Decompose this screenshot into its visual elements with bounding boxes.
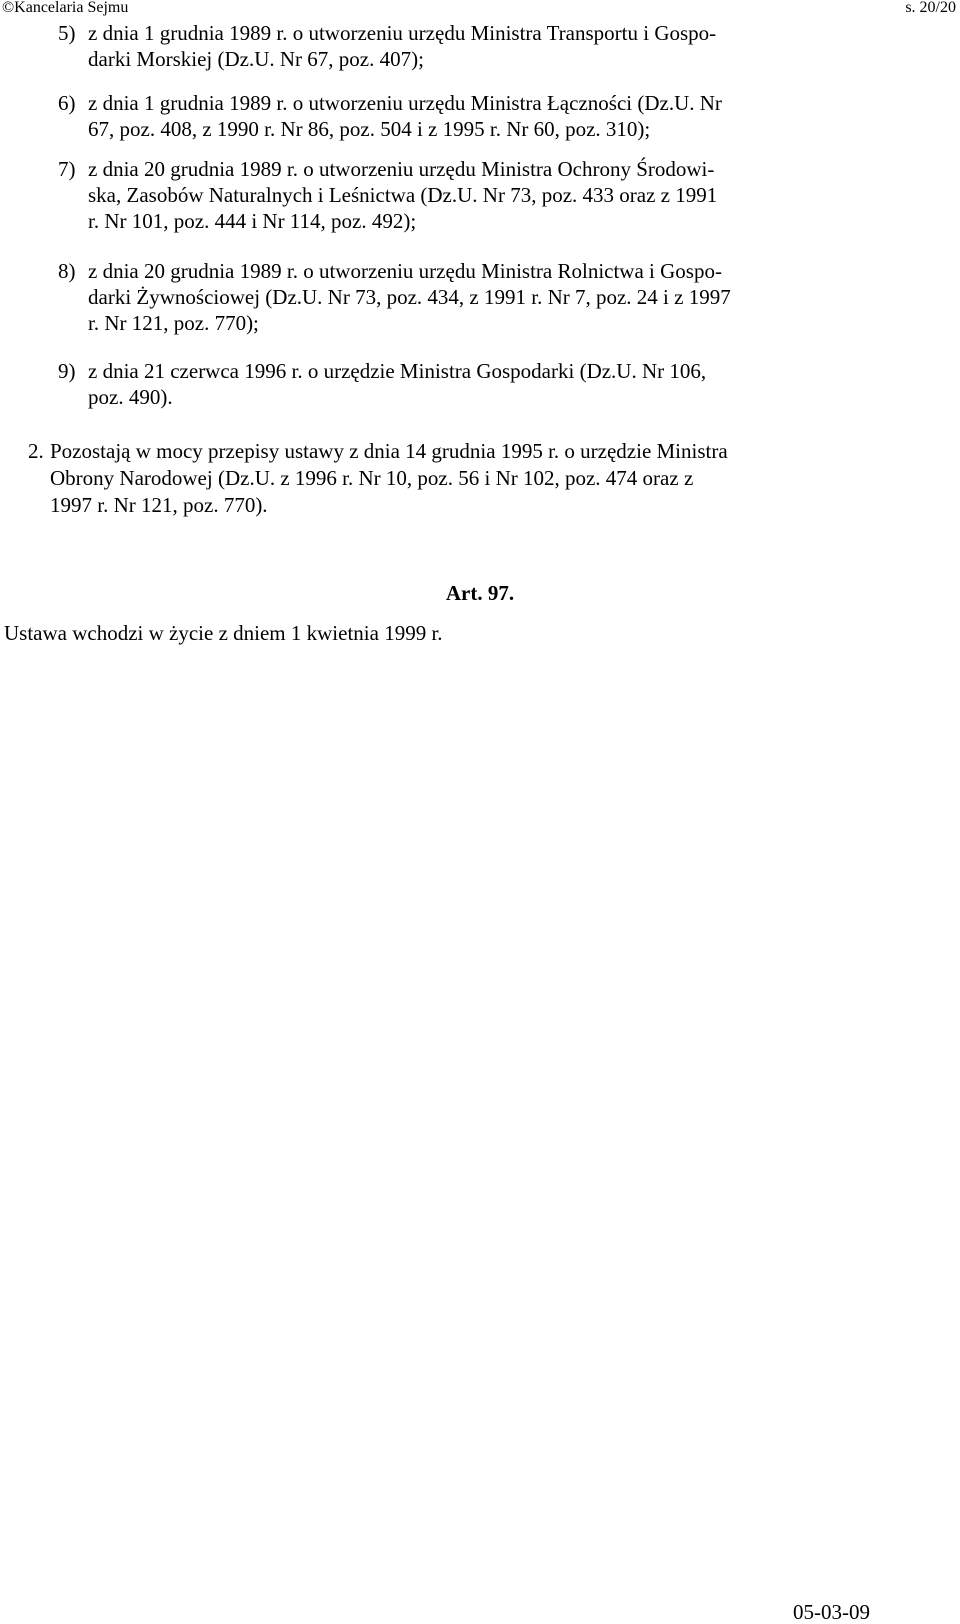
list-item-line: z dnia 20 grudnia 1989 r. o utworzeniu urzędu Ministra Ochrony Środowi-: [88, 157, 715, 181]
list-item-line: z dnia 1 grudnia 1989 r. o utworzeniu urzędu Ministra Transportu i Gospo-: [88, 21, 717, 45]
list-item-line: r. Nr 101, poz. 444 i Nr 114, poz. 492);: [88, 209, 417, 233]
paragraph-text: [50, 438, 880, 519]
list-item-8: [58, 258, 878, 336]
list-item-line: darki Żywnościowej (Dz.U. Nr 73, poz. 434, z 1991 r. Nr 7, poz. 24 i z 1997: [88, 285, 731, 309]
paragraph-line: Pozostają w mocy przepisy ustawy z dnia 14 grudnia 1995 r. o urzędzie Ministra: [50, 439, 728, 463]
paragraph-number: 2.: [28, 439, 44, 463]
list-item-number: 6): [58, 91, 76, 115]
header-publisher: ©Kancelaria Sejmu: [2, 0, 129, 16]
list-item-line: 67, poz. 408, z 1990 r. Nr 86, poz. 504 i z 1995 r. Nr 60, poz. 310);: [88, 117, 651, 141]
list-item-7: [58, 156, 878, 234]
list-item-9: [58, 358, 878, 410]
paragraph-2: [28, 438, 880, 519]
list-item-text: [88, 90, 878, 142]
list-item-text: [88, 358, 878, 410]
footer-date: 05-03-09: [793, 1600, 870, 1624]
list-item-5: [58, 20, 878, 72]
list-item-line: z dnia 21 czerwca 1996 r. o urzędzie Ministra Gospodarki (Dz.U. Nr 106,: [88, 359, 707, 383]
article-body: Ustawa wchodzi w życie z dniem 1 kwietnia 1999 r.: [4, 621, 443, 645]
list-item-text: [88, 20, 878, 72]
list-item-line: ska, Zasobów Naturalnych i Leśnictwa (Dz.U. Nr 73, poz. 433 oraz z 1991: [88, 183, 718, 207]
article-title: Art. 97.: [445, 581, 515, 605]
list-item-number: 7): [58, 157, 76, 181]
list-item-line: z dnia 1 grudnia 1989 r. o utworzeniu urzędu Ministra Łączności (Dz.U. Nr: [88, 91, 722, 115]
list-item-number: 9): [58, 359, 76, 383]
list-item-text: [88, 156, 878, 234]
list-item-6: [58, 90, 878, 142]
list-item-number: 5): [58, 21, 76, 45]
header-page-number: s. 20/20: [905, 0, 956, 16]
list-item-number: 8): [58, 259, 76, 283]
list-item-line: z dnia 20 grudnia 1989 r. o utworzeniu urzędu Ministra Rolnictwa i Gospo-: [88, 259, 722, 283]
paragraph-line: 1997 r. Nr 121, poz. 770).: [50, 493, 268, 517]
list-item-text: [88, 258, 878, 336]
paragraph-line: Obrony Narodowej (Dz.U. z 1996 r. Nr 10, poz. 56 i Nr 102, poz. 474 oraz z: [50, 466, 694, 490]
list-item-line: poz. 490).: [88, 385, 173, 409]
list-item-line: darki Morskiej (Dz.U. Nr 67, poz. 407);: [88, 47, 424, 71]
list-item-line: r. Nr 121, poz. 770);: [88, 311, 259, 335]
